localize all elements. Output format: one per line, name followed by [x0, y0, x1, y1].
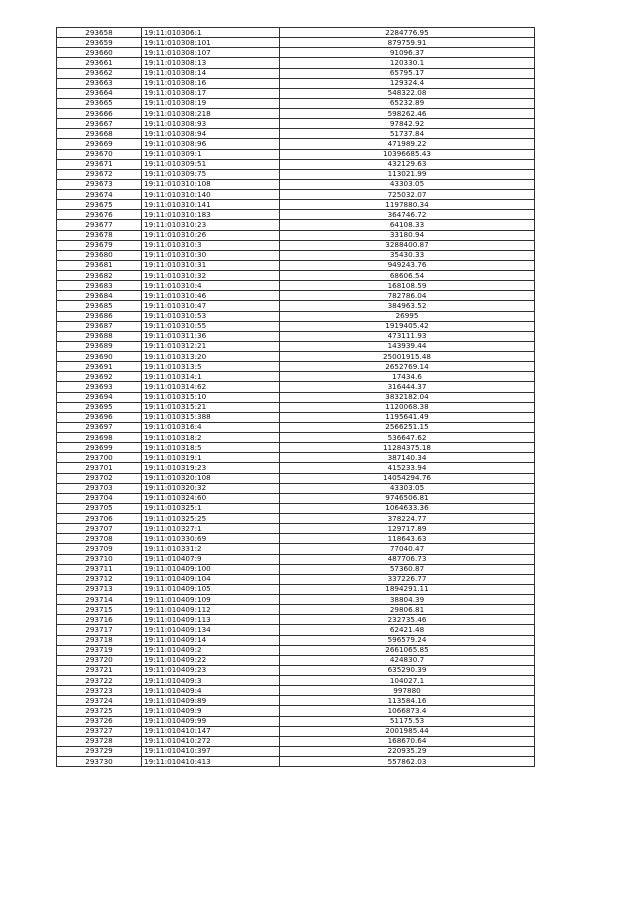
row-id-cell: 293704 [57, 493, 142, 503]
table-row [57, 341, 535, 351]
cadastral-number-cell: 19:11:010319:1 [142, 453, 280, 463]
row-id-cell: 293709 [57, 544, 142, 554]
table-row [57, 311, 535, 321]
table-row [57, 605, 535, 615]
cadastral-number-cell: 19:11:010327:1 [142, 524, 280, 534]
table-row [57, 321, 535, 331]
row-id-cell: 293721 [57, 665, 142, 675]
table-row [57, 676, 535, 686]
row-id-cell: 293703 [57, 483, 142, 493]
row-id-cell: 293702 [57, 473, 142, 483]
table-row [57, 534, 535, 544]
cadastral-number-cell: 19:11:010409:22 [142, 655, 280, 665]
value-cell: 1894291.11 [280, 584, 535, 594]
cadastral-number-cell: 19:11:010330:69 [142, 534, 280, 544]
table-row [57, 635, 535, 645]
row-id-cell: 293689 [57, 341, 142, 351]
table-row [57, 119, 535, 129]
table-row [57, 524, 535, 534]
table-row [57, 483, 535, 493]
cadastral-number-cell: 19:11:010409:134 [142, 625, 280, 635]
table-row [57, 250, 535, 260]
row-id-cell: 293660 [57, 48, 142, 58]
cadastral-number-cell: 19:11:010308:93 [142, 119, 280, 129]
value-cell: 120330.1 [280, 58, 535, 68]
table-row [57, 544, 535, 554]
row-id-cell: 293664 [57, 88, 142, 98]
row-id-cell: 293696 [57, 412, 142, 422]
cadastral-number-cell: 19:11:010315:388 [142, 412, 280, 422]
value-cell: 65795.17 [280, 68, 535, 78]
row-id-cell: 293723 [57, 686, 142, 696]
table-row [57, 352, 535, 362]
row-id-cell: 293671 [57, 159, 142, 169]
value-cell: 2652769.14 [280, 362, 535, 372]
cadastral-number-cell: 19:11:010308:13 [142, 58, 280, 68]
cadastral-number-cell: 19:11:010407:9 [142, 554, 280, 564]
value-cell: 9746506.81 [280, 493, 535, 503]
value-cell: 384963.52 [280, 301, 535, 311]
cadastral-number-cell: 19:11:010310:108 [142, 179, 280, 189]
cadastral-number-cell: 19:11:010306:1 [142, 28, 280, 38]
row-id-cell: 293688 [57, 331, 142, 341]
cadastral-number-cell: 19:11:010409:99 [142, 716, 280, 726]
table-row [57, 230, 535, 240]
table-row [57, 129, 535, 139]
row-id-cell: 293705 [57, 503, 142, 513]
table-row [57, 139, 535, 149]
cadastral-number-cell: 19:11:010310:31 [142, 260, 280, 270]
value-cell: 997880 [280, 686, 535, 696]
value-cell: 471989.22 [280, 139, 535, 149]
row-id-cell: 293658 [57, 28, 142, 38]
row-id-cell: 293670 [57, 149, 142, 159]
table-row [57, 179, 535, 189]
table-row [57, 746, 535, 756]
data-table [56, 27, 535, 767]
cadastral-number-cell: 19:11:010310:46 [142, 291, 280, 301]
cadastral-number-cell: 19:11:010308:19 [142, 98, 280, 108]
cadastral-number-cell: 19:11:010311:36 [142, 331, 280, 341]
row-id-cell: 293722 [57, 676, 142, 686]
table-row [57, 412, 535, 422]
row-id-cell: 293677 [57, 220, 142, 230]
cadastral-number-cell: 19:11:010310:141 [142, 200, 280, 210]
table-row [57, 554, 535, 564]
table-row [57, 98, 535, 108]
row-id-cell: 293730 [57, 757, 142, 767]
value-cell: 17434.6 [280, 372, 535, 382]
row-id-cell: 293685 [57, 301, 142, 311]
cadastral-number-cell: 19:11:010310:3 [142, 240, 280, 250]
table-row [57, 625, 535, 635]
table-row [57, 686, 535, 696]
cadastral-number-cell: 19:11:010310:183 [142, 210, 280, 220]
cadastral-number-cell: 19:11:010313:5 [142, 362, 280, 372]
value-cell: 2661065.85 [280, 645, 535, 655]
row-id-cell: 293712 [57, 574, 142, 584]
row-id-cell: 293663 [57, 78, 142, 88]
cadastral-number-cell: 19:11:010319:23 [142, 463, 280, 473]
table-row [57, 706, 535, 716]
cadastral-number-cell: 19:11:010410:413 [142, 757, 280, 767]
row-id-cell: 293667 [57, 119, 142, 129]
table-row [57, 453, 535, 463]
value-cell: 1919405.42 [280, 321, 535, 331]
cadastral-number-cell: 19:11:010310:30 [142, 250, 280, 260]
table-row [57, 392, 535, 402]
cadastral-number-cell: 19:11:010315:21 [142, 402, 280, 412]
table-row [57, 595, 535, 605]
table-row [57, 382, 535, 392]
row-id-cell: 293672 [57, 169, 142, 179]
value-cell: 337226.77 [280, 574, 535, 584]
value-cell: 25001915.48 [280, 352, 535, 362]
value-cell: 1120068.38 [280, 402, 535, 412]
table-row [57, 190, 535, 200]
table-row [57, 493, 535, 503]
row-id-cell: 293666 [57, 109, 142, 119]
table-row [57, 665, 535, 675]
row-id-cell: 293710 [57, 554, 142, 564]
value-cell: 65232.89 [280, 98, 535, 108]
table-row [57, 58, 535, 68]
row-id-cell: 293673 [57, 179, 142, 189]
row-id-cell: 293684 [57, 291, 142, 301]
value-cell: 949243.76 [280, 260, 535, 270]
value-cell: 415233.94 [280, 463, 535, 473]
value-cell: 1064633.36 [280, 503, 535, 513]
table-row [57, 716, 535, 726]
cadastral-number-cell: 19:11:010314:1 [142, 372, 280, 382]
value-cell: 38804.39 [280, 595, 535, 605]
table-row [57, 48, 535, 58]
row-id-cell: 293713 [57, 584, 142, 594]
cadastral-number-cell: 19:11:010409:104 [142, 574, 280, 584]
value-cell: 2001985.44 [280, 726, 535, 736]
value-cell: 113021.99 [280, 169, 535, 179]
value-cell: 3832182.04 [280, 392, 535, 402]
table-row [57, 615, 535, 625]
table-row [57, 301, 535, 311]
value-cell: 548322.08 [280, 88, 535, 98]
table-row [57, 78, 535, 88]
table-row [57, 362, 535, 372]
row-id-cell: 293683 [57, 281, 142, 291]
table-row [57, 281, 535, 291]
cadastral-number-cell: 19:11:010410:147 [142, 726, 280, 736]
value-cell: 220935.29 [280, 746, 535, 756]
table-row [57, 169, 535, 179]
row-id-cell: 293669 [57, 139, 142, 149]
row-id-cell: 293718 [57, 635, 142, 645]
value-cell: 143939.44 [280, 341, 535, 351]
value-cell: 3288400.87 [280, 240, 535, 250]
table-row [57, 68, 535, 78]
row-id-cell: 293719 [57, 645, 142, 655]
value-cell: 168108.59 [280, 281, 535, 291]
value-cell: 536647.62 [280, 433, 535, 443]
row-id-cell: 293711 [57, 564, 142, 574]
cadastral-number-cell: 19:11:010409:9 [142, 706, 280, 716]
value-cell: 113584.16 [280, 696, 535, 706]
value-cell: 11284375.18 [280, 443, 535, 453]
row-id-cell: 293714 [57, 595, 142, 605]
value-cell: 432129.63 [280, 159, 535, 169]
row-id-cell: 293682 [57, 271, 142, 281]
table-row [57, 564, 535, 574]
row-id-cell: 293701 [57, 463, 142, 473]
cadastral-number-cell: 19:11:010316:4 [142, 422, 280, 432]
cadastral-number-cell: 19:11:010308:107 [142, 48, 280, 58]
value-cell: 35430.33 [280, 250, 535, 260]
value-cell: 2284776.95 [280, 28, 535, 38]
value-cell: 64108.33 [280, 220, 535, 230]
cadastral-number-cell: 19:11:010410:272 [142, 736, 280, 746]
value-cell: 14054294.76 [280, 473, 535, 483]
row-id-cell: 293716 [57, 615, 142, 625]
cadastral-number-cell: 19:11:010310:4 [142, 281, 280, 291]
value-cell: 43303.05 [280, 179, 535, 189]
table-row [57, 655, 535, 665]
value-cell: 424830.7 [280, 655, 535, 665]
table-row [57, 736, 535, 746]
cadastral-number-cell: 19:11:010409:23 [142, 665, 280, 675]
cadastral-number-cell: 19:11:010310:23 [142, 220, 280, 230]
value-cell: 232735.46 [280, 615, 535, 625]
cadastral-number-cell: 19:11:010312:21 [142, 341, 280, 351]
row-id-cell: 293692 [57, 372, 142, 382]
row-id-cell: 293668 [57, 129, 142, 139]
row-id-cell: 293661 [57, 58, 142, 68]
row-id-cell: 293662 [57, 68, 142, 78]
row-id-cell: 293717 [57, 625, 142, 635]
table-row [57, 645, 535, 655]
cadastral-number-cell: 19:11:010409:4 [142, 686, 280, 696]
row-id-cell: 293686 [57, 311, 142, 321]
row-id-cell: 293715 [57, 605, 142, 615]
cadastral-number-cell: 19:11:010320:108 [142, 473, 280, 483]
row-id-cell: 293674 [57, 190, 142, 200]
row-id-cell: 293706 [57, 514, 142, 524]
cadastral-number-cell: 19:11:010409:112 [142, 605, 280, 615]
row-id-cell: 293707 [57, 524, 142, 534]
cadastral-number-cell: 19:11:010309:51 [142, 159, 280, 169]
table-row [57, 331, 535, 341]
value-cell: 168670.64 [280, 736, 535, 746]
cadastral-number-cell: 19:11:010409:105 [142, 584, 280, 594]
value-cell: 1197880.34 [280, 200, 535, 210]
table-row [57, 443, 535, 453]
value-cell: 51175.53 [280, 716, 535, 726]
table-row [57, 422, 535, 432]
row-id-cell: 293724 [57, 696, 142, 706]
table-row [57, 159, 535, 169]
cadastral-number-cell: 19:11:010313:20 [142, 352, 280, 362]
cadastral-number-cell: 19:11:010310:53 [142, 311, 280, 321]
value-cell: 473111.93 [280, 331, 535, 341]
value-cell: 598262.46 [280, 109, 535, 119]
cadastral-number-cell: 19:11:010331:2 [142, 544, 280, 554]
value-cell: 635290.39 [280, 665, 535, 675]
value-cell: 129717.89 [280, 524, 535, 534]
cadastral-number-cell: 19:11:010308:17 [142, 88, 280, 98]
value-cell: 487706.73 [280, 554, 535, 564]
row-id-cell: 293678 [57, 230, 142, 240]
value-cell: 26995 [280, 311, 535, 321]
cadastral-number-cell: 19:11:010410:397 [142, 746, 280, 756]
value-cell: 1195641.49 [280, 412, 535, 422]
value-cell: 129324.4 [280, 78, 535, 88]
table-row [57, 88, 535, 98]
table-row [57, 372, 535, 382]
cadastral-number-cell: 19:11:010308:218 [142, 109, 280, 119]
table-row [57, 38, 535, 48]
cadastral-number-cell: 19:11:010309:75 [142, 169, 280, 179]
row-id-cell: 293675 [57, 200, 142, 210]
cadastral-number-cell: 19:11:010310:32 [142, 271, 280, 281]
row-id-cell: 293679 [57, 240, 142, 250]
cadastral-number-cell: 19:11:010409:109 [142, 595, 280, 605]
row-id-cell: 293665 [57, 98, 142, 108]
table-row [57, 28, 535, 38]
cadastral-number-cell: 19:11:010308:94 [142, 129, 280, 139]
cadastral-number-cell: 19:11:010318:2 [142, 433, 280, 443]
value-cell: 51737.84 [280, 129, 535, 139]
row-id-cell: 293699 [57, 443, 142, 453]
value-cell: 782786.04 [280, 291, 535, 301]
table-row [57, 584, 535, 594]
value-cell: 2566251.15 [280, 422, 535, 432]
value-cell: 10396685.43 [280, 149, 535, 159]
value-cell: 1066873.4 [280, 706, 535, 716]
value-cell: 378224.77 [280, 514, 535, 524]
value-cell: 725032.07 [280, 190, 535, 200]
cadastral-number-cell: 19:11:010314:62 [142, 382, 280, 392]
cadastral-number-cell: 19:11:010308:14 [142, 68, 280, 78]
value-cell: 43303.05 [280, 483, 535, 493]
table-row [57, 109, 535, 119]
cadastral-number-cell: 19:11:010310:140 [142, 190, 280, 200]
table-row [57, 240, 535, 250]
row-id-cell: 293676 [57, 210, 142, 220]
value-cell: 68606.54 [280, 271, 535, 281]
cadastral-number-cell: 19:11:010409:113 [142, 615, 280, 625]
row-id-cell: 293659 [57, 38, 142, 48]
cadastral-number-cell: 19:11:010324:60 [142, 493, 280, 503]
value-cell: 364746.72 [280, 210, 535, 220]
row-id-cell: 293690 [57, 352, 142, 362]
cadastral-number-cell: 19:11:010409:14 [142, 635, 280, 645]
row-id-cell: 293697 [57, 422, 142, 432]
table-row [57, 473, 535, 483]
table-body [57, 28, 535, 767]
value-cell: 77040.47 [280, 544, 535, 554]
row-id-cell: 293695 [57, 402, 142, 412]
row-id-cell: 293727 [57, 726, 142, 736]
table-row [57, 503, 535, 513]
row-id-cell: 293726 [57, 716, 142, 726]
table-row [57, 260, 535, 270]
cadastral-number-cell: 19:11:010315:10 [142, 392, 280, 402]
cadastral-number-cell: 19:11:010310:47 [142, 301, 280, 311]
value-cell: 97842.92 [280, 119, 535, 129]
table-row [57, 514, 535, 524]
row-id-cell: 293687 [57, 321, 142, 331]
value-cell: 57360.87 [280, 564, 535, 574]
table-row [57, 220, 535, 230]
cadastral-number-cell: 19:11:010309:1 [142, 149, 280, 159]
row-id-cell: 293680 [57, 250, 142, 260]
cadastral-number-cell: 19:11:010409:2 [142, 645, 280, 655]
row-id-cell: 293693 [57, 382, 142, 392]
row-id-cell: 293700 [57, 453, 142, 463]
cadastral-number-cell: 19:11:010409:89 [142, 696, 280, 706]
table-row [57, 271, 535, 281]
table-row [57, 291, 535, 301]
table-row [57, 726, 535, 736]
table-row [57, 433, 535, 443]
value-cell: 879759.91 [280, 38, 535, 48]
cadastral-number-cell: 19:11:010409:3 [142, 676, 280, 686]
row-id-cell: 293694 [57, 392, 142, 402]
row-id-cell: 293708 [57, 534, 142, 544]
cadastral-number-cell: 19:11:010320:32 [142, 483, 280, 493]
value-cell: 33180.94 [280, 230, 535, 240]
cadastral-number-cell: 19:11:010310:26 [142, 230, 280, 240]
cadastral-number-cell: 19:11:010409:100 [142, 564, 280, 574]
value-cell: 387140.34 [280, 453, 535, 463]
table-row [57, 757, 535, 767]
row-id-cell: 293729 [57, 746, 142, 756]
table-row [57, 200, 535, 210]
cadastral-number-cell: 19:11:010308:16 [142, 78, 280, 88]
table-row [57, 210, 535, 220]
cadastral-number-cell: 19:11:010308:101 [142, 38, 280, 48]
value-cell: 596579.24 [280, 635, 535, 645]
value-cell: 62421.48 [280, 625, 535, 635]
cadastral-number-cell: 19:11:010325:1 [142, 503, 280, 513]
row-id-cell: 293698 [57, 433, 142, 443]
value-cell: 104027.1 [280, 676, 535, 686]
value-cell: 557862.03 [280, 757, 535, 767]
value-cell: 316444.37 [280, 382, 535, 392]
table-row [57, 149, 535, 159]
value-cell: 29806.81 [280, 605, 535, 615]
value-cell: 91096.37 [280, 48, 535, 58]
table-row [57, 463, 535, 473]
table-row [57, 696, 535, 706]
table-row [57, 402, 535, 412]
row-id-cell: 293725 [57, 706, 142, 716]
value-cell: 118643.63 [280, 534, 535, 544]
cadastral-number-cell: 19:11:010310:55 [142, 321, 280, 331]
row-id-cell: 293720 [57, 655, 142, 665]
table-row [57, 574, 535, 584]
cadastral-number-cell: 19:11:010308:96 [142, 139, 280, 149]
cadastral-number-cell: 19:11:010325:25 [142, 514, 280, 524]
row-id-cell: 293728 [57, 736, 142, 746]
cadastral-number-cell: 19:11:010318:5 [142, 443, 280, 453]
row-id-cell: 293681 [57, 260, 142, 270]
row-id-cell: 293691 [57, 362, 142, 372]
